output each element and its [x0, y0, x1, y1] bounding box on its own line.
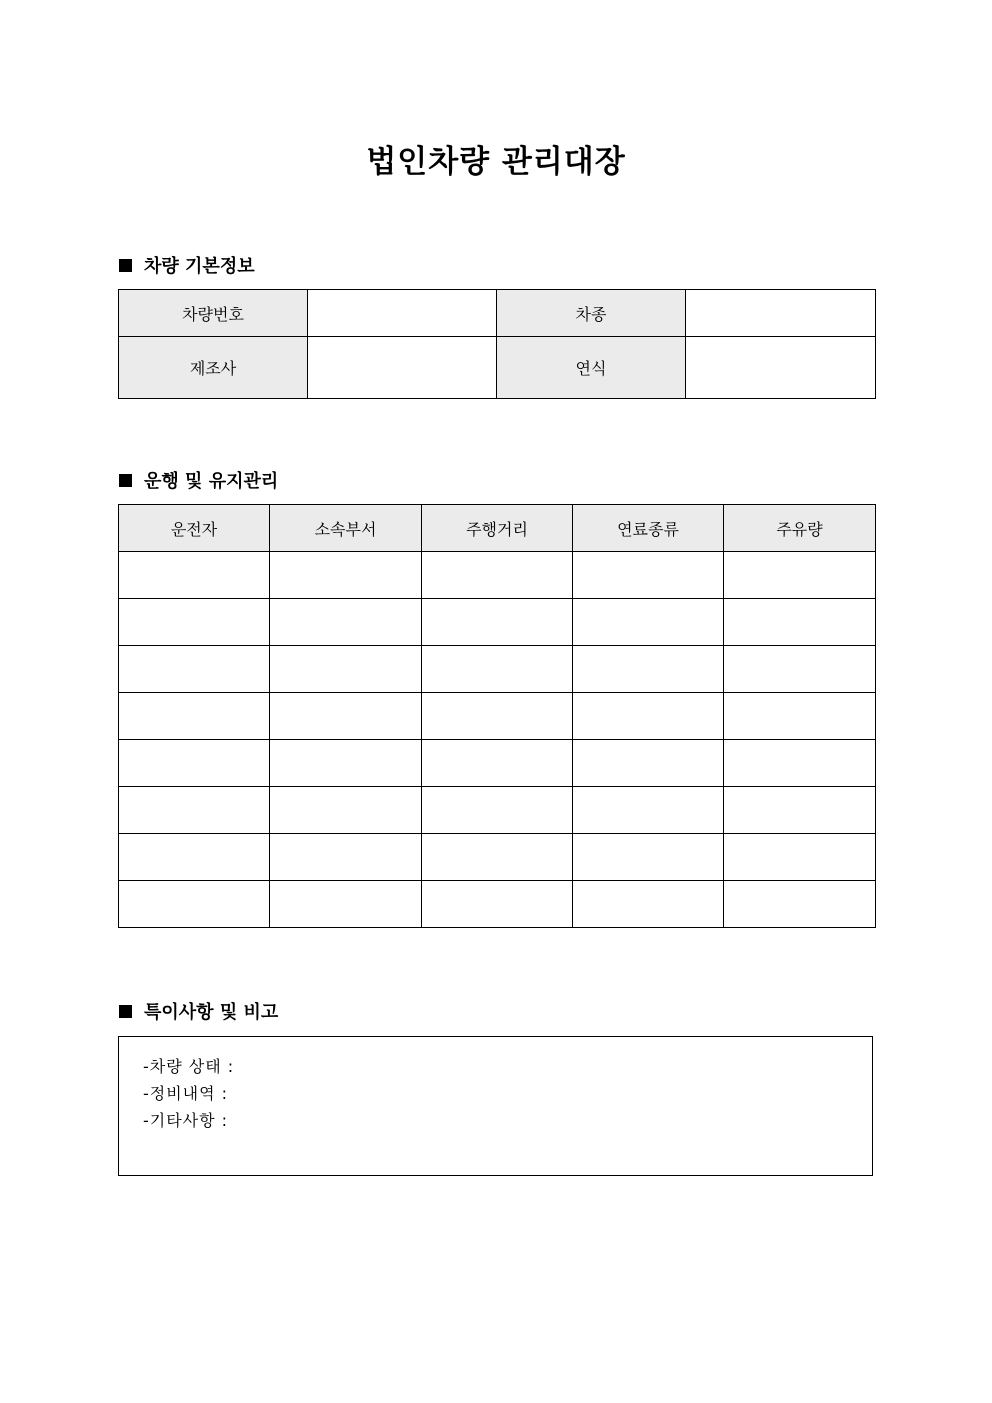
- square-bullet-icon: [119, 474, 132, 487]
- cell-fuel-amount[interactable]: [724, 693, 876, 740]
- cell-fuel-amount[interactable]: [724, 787, 876, 834]
- remarks-heading: [119, 999, 278, 1023]
- cell-fuel-type[interactable]: [573, 646, 724, 693]
- cell-mileage[interactable]: [422, 834, 573, 881]
- manufacturer-field[interactable]: [308, 337, 497, 399]
- vehicle-info-heading: [119, 253, 255, 277]
- cell-fuel-type[interactable]: [573, 740, 724, 787]
- cell-fuel-type[interactable]: [573, 834, 724, 881]
- column-header-department: 소속부서: [270, 505, 422, 552]
- cell-fuel-amount[interactable]: [724, 599, 876, 646]
- page-title: 법인차량 관리대장: [366, 144, 626, 180]
- table-row: [119, 646, 876, 693]
- cell-fuel-amount[interactable]: [724, 552, 876, 599]
- cell-driver[interactable]: [119, 693, 270, 740]
- table-row: [119, 552, 876, 599]
- table-row: [119, 834, 876, 881]
- vehicle-number-label: 차량번호: [119, 290, 308, 337]
- cell-department[interactable]: [270, 834, 422, 881]
- table-row: [119, 599, 876, 646]
- vehicle-info-heading-text: 차량 기본정보: [144, 256, 255, 277]
- table-header-row: [119, 505, 876, 552]
- cell-fuel-type[interactable]: [573, 693, 724, 740]
- table-row: [119, 337, 876, 399]
- cell-department[interactable]: [270, 552, 422, 599]
- vehicle-number-field[interactable]: [308, 290, 497, 337]
- cell-fuel-amount[interactable]: [724, 834, 876, 881]
- cell-mileage[interactable]: [422, 787, 573, 834]
- table-row: [119, 740, 876, 787]
- cell-driver[interactable]: [119, 646, 270, 693]
- cell-department[interactable]: [270, 881, 422, 928]
- cell-mileage[interactable]: [422, 881, 573, 928]
- column-header-fuel-type: 연료종류: [573, 505, 724, 552]
- cell-fuel-type[interactable]: [573, 599, 724, 646]
- cell-driver[interactable]: [119, 740, 270, 787]
- remark-other-notes: -기타사항 :: [143, 1111, 229, 1130]
- cell-fuel-type[interactable]: [573, 552, 724, 599]
- remark-maintenance-history: -정비내역 :: [143, 1084, 229, 1103]
- cell-driver[interactable]: [119, 787, 270, 834]
- cell-mileage[interactable]: [422, 599, 573, 646]
- operation-heading: [119, 468, 278, 492]
- cell-fuel-amount[interactable]: [724, 881, 876, 928]
- square-bullet-icon: [119, 1005, 132, 1018]
- cell-mileage[interactable]: [422, 693, 573, 740]
- table-row: [119, 693, 876, 740]
- cell-driver[interactable]: [119, 552, 270, 599]
- table-row: [119, 787, 876, 834]
- cell-fuel-type[interactable]: [573, 881, 724, 928]
- vehicle-model-field[interactable]: [686, 290, 876, 337]
- cell-department[interactable]: [270, 740, 422, 787]
- cell-driver[interactable]: [119, 881, 270, 928]
- cell-mileage[interactable]: [422, 740, 573, 787]
- cell-fuel-amount[interactable]: [724, 740, 876, 787]
- cell-department[interactable]: [270, 646, 422, 693]
- cell-fuel-amount[interactable]: [724, 646, 876, 693]
- remark-vehicle-condition: -차량 상태 :: [143, 1057, 235, 1076]
- square-bullet-icon: [119, 259, 132, 272]
- cell-department[interactable]: [270, 693, 422, 740]
- model-year-field[interactable]: [686, 337, 876, 399]
- table-row: [119, 881, 876, 928]
- remarks-box[interactable]: [118, 1036, 873, 1176]
- manufacturer-label: 제조사: [119, 337, 308, 399]
- cell-driver[interactable]: [119, 834, 270, 881]
- cell-mileage[interactable]: [422, 552, 573, 599]
- cell-mileage[interactable]: [422, 646, 573, 693]
- remarks-heading-text: 특이사항 및 비고: [144, 1002, 279, 1023]
- cell-driver[interactable]: [119, 599, 270, 646]
- vehicle-info-table: [118, 289, 876, 399]
- cell-fuel-type[interactable]: [573, 787, 724, 834]
- column-header-mileage: 주행거리: [422, 505, 573, 552]
- column-header-driver: 운전자: [119, 505, 270, 552]
- cell-department[interactable]: [270, 599, 422, 646]
- column-header-fuel-amount: 주유량: [724, 505, 876, 552]
- operation-table: [118, 504, 876, 928]
- cell-department[interactable]: [270, 787, 422, 834]
- table-row: [119, 290, 876, 337]
- vehicle-model-label: 차종: [497, 290, 686, 337]
- operation-heading-text: 운행 및 유지관리: [144, 471, 279, 492]
- model-year-label: 연식: [497, 337, 686, 399]
